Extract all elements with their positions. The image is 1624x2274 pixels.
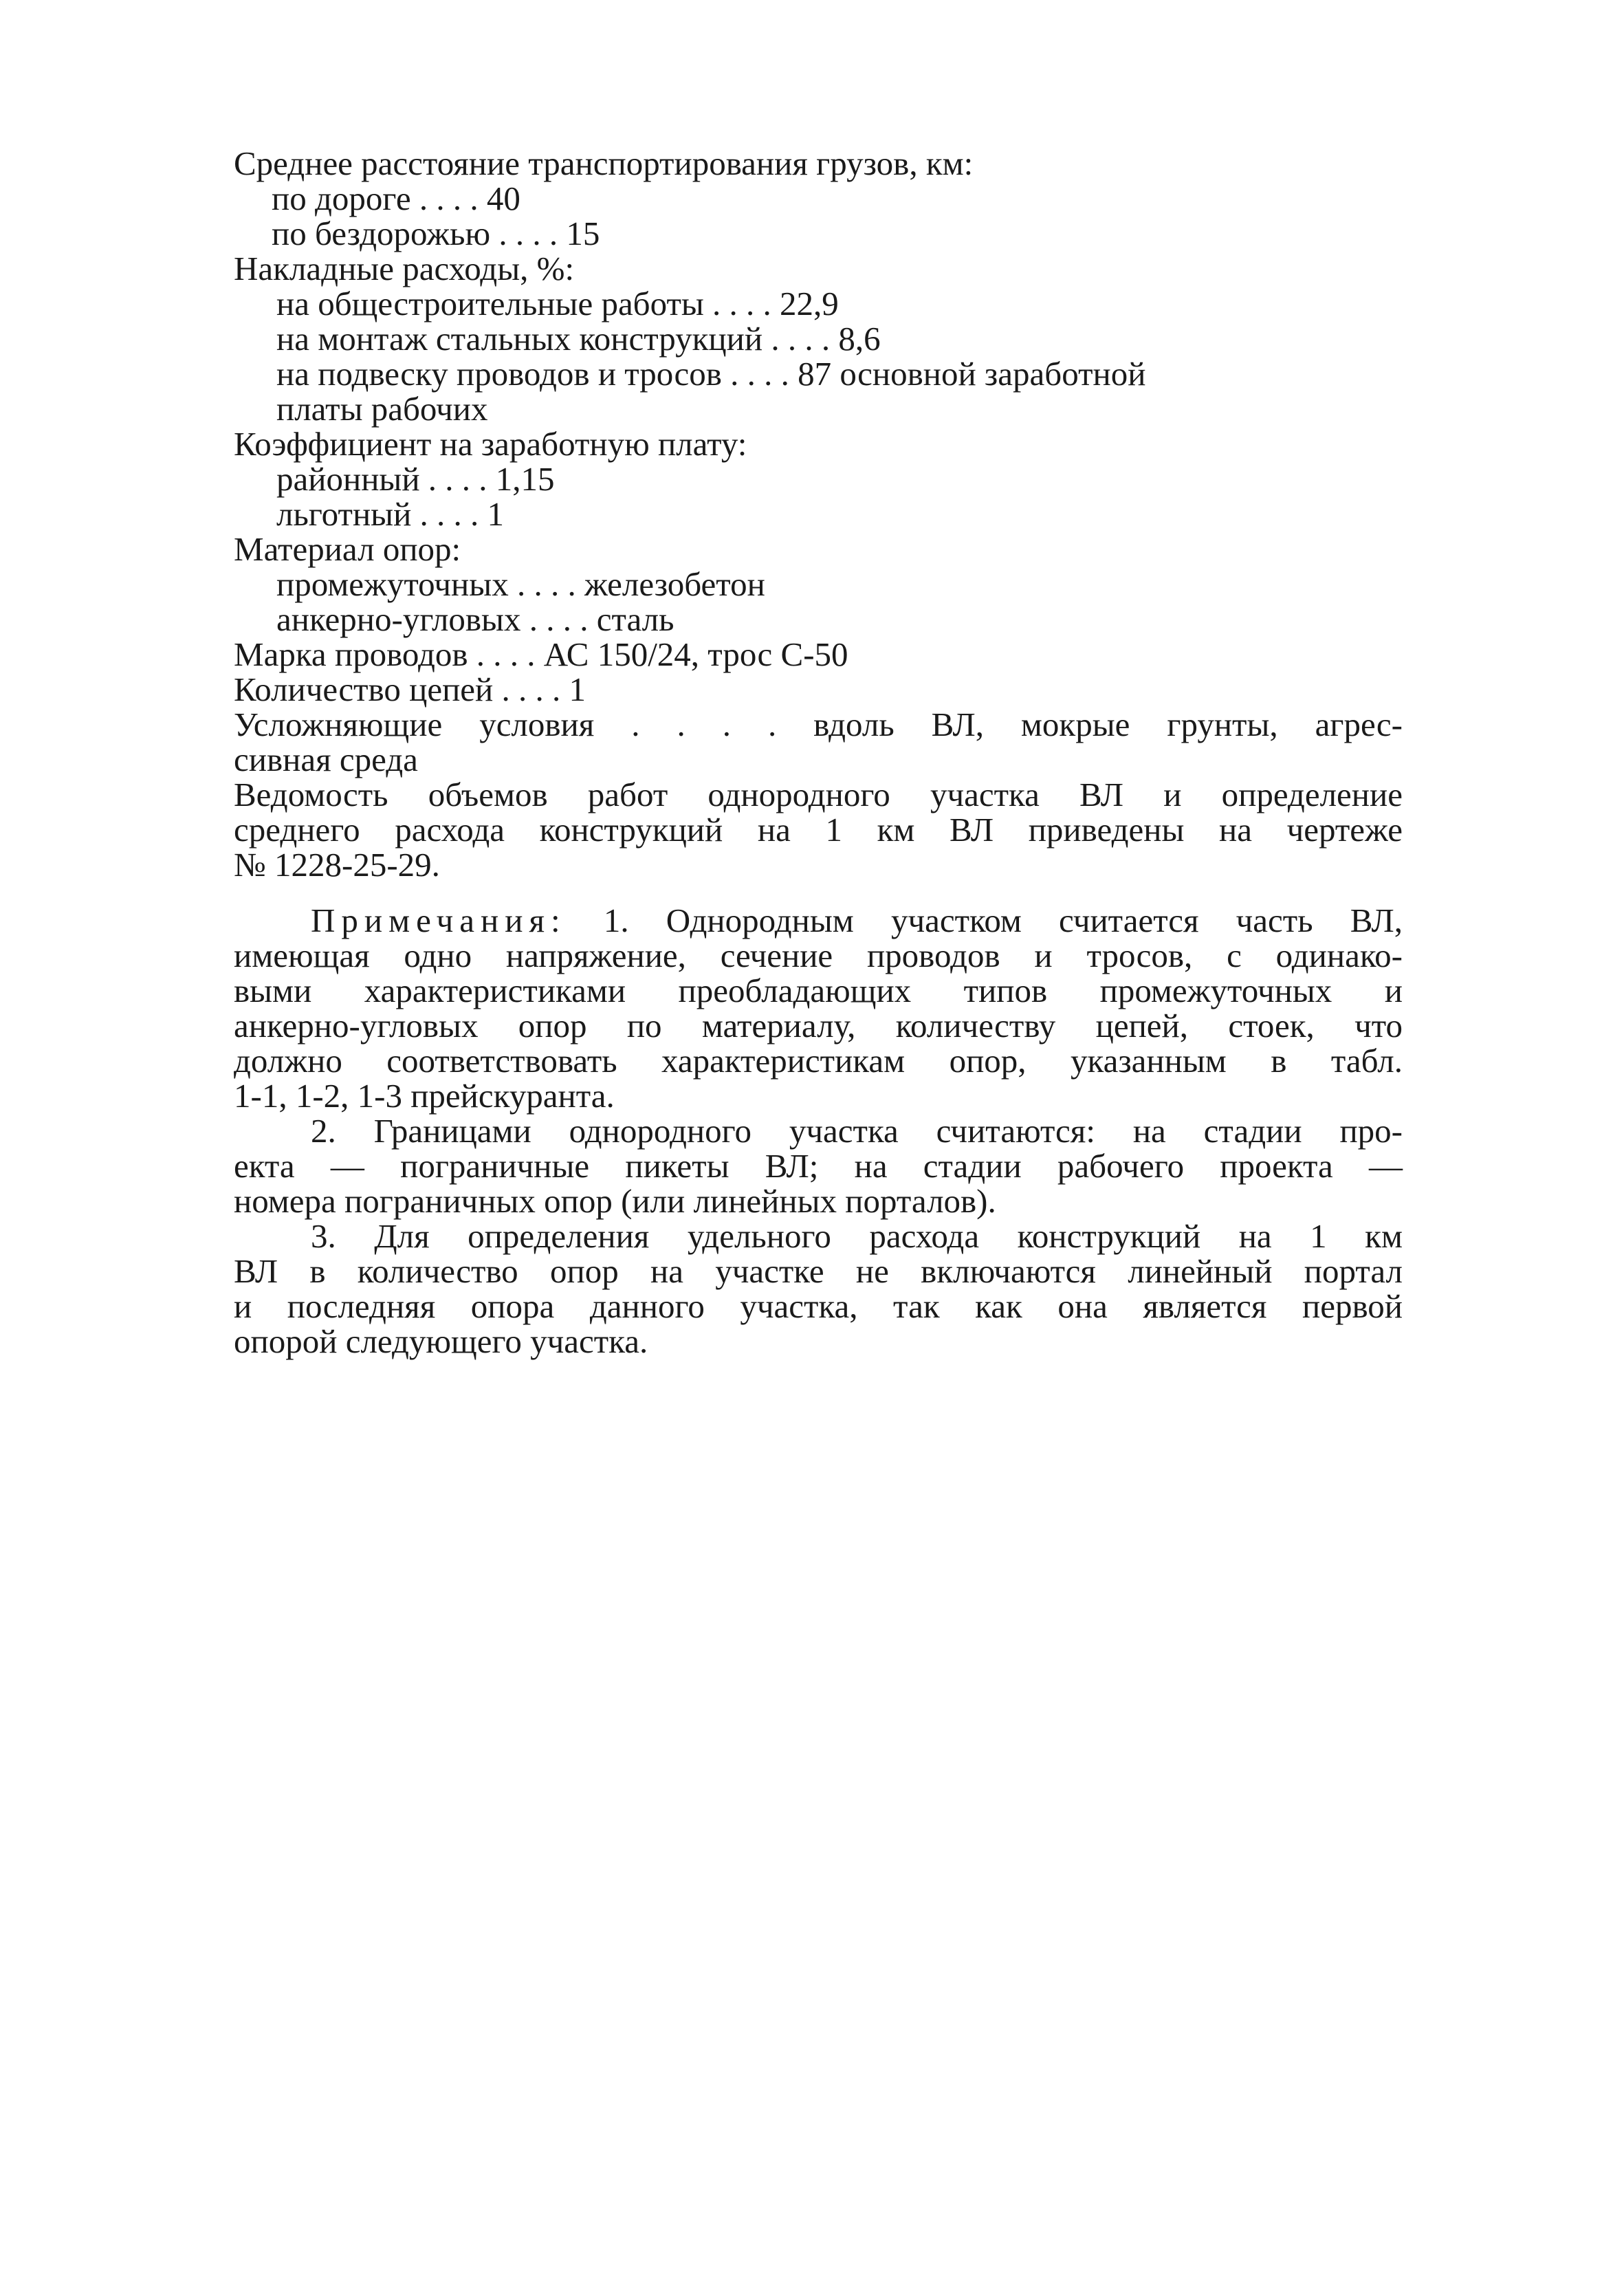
complicating-line-2: сивная среда [234, 741, 418, 778]
overhead-wire-suspension: на подвеску проводов и тросов . . . . 87 основной заработной [276, 355, 1146, 393]
statement-line-3: № 1228-25-29. [234, 846, 440, 884]
note-2-line-2: екта — пограничные пикеты ВЛ; на стадии рабочего проекта — [234, 1147, 1403, 1185]
notes-label: Примечания: [311, 901, 567, 939]
note-1-text-1: 1. Однородным участком считается часть ВЛ, [603, 901, 1403, 939]
note-1-line-3: выми характеристиками преобладающих типов промежуточных и [234, 972, 1403, 1009]
coef-heading: Коэффициент на заработную плату: [234, 425, 747, 463]
note-3-line-1: 3. Для определения удельного расхода конструкций на 1 км [311, 1217, 1403, 1255]
transport-road: по дороге . . . . 40 [272, 179, 520, 217]
transport-heading: Среднее расстояние транспортирования грузов, км: [234, 144, 974, 182]
note-1-line-4: анкерно-угловых опор по материалу, количеству цепей, стоек, что [234, 1007, 1403, 1045]
note-3-line-3: и последняя опора данного участка, так как она является первой [234, 1287, 1403, 1325]
note-3-line-4: опорой следующего участка. [234, 1322, 648, 1360]
complicating-line-1: Усложняющие условия . . . . вдоль ВЛ, мокрые грунты, агрес- [234, 706, 1403, 743]
note-1-line-5: должно соответствовать характеристикам опор, указанным в табл. [234, 1042, 1403, 1080]
coef-privileged: льготный . . . . 1 [276, 495, 505, 533]
material-heading: Материал опор: [234, 530, 461, 568]
document-body [234, 146, 1403, 1359]
statement-line-1: Ведомость объемов работ однородного участка ВЛ и определение [234, 776, 1403, 813]
overhead-general-works: на общестроительные работы . . . . 22,9 [276, 285, 839, 322]
notes-block [234, 903, 1403, 1359]
overhead-wire-suspension-cont: платы рабочих [276, 390, 488, 428]
material-anchor-angle: анкерно-угловых . . . . сталь [276, 600, 674, 638]
circuits-count: Количество цепей . . . . 1 [234, 670, 586, 708]
material-intermediate: промежуточных . . . . железобетон [276, 565, 765, 603]
note-1-line-1 [234, 903, 1403, 938]
note-1-line-6: 1-1, 1-2, 1-3 прейскуранта. [234, 1077, 615, 1115]
transport-offroad: по бездорожью . . . . 15 [272, 215, 600, 252]
note-1-line-2: имеющая одно напряжение, сечение проводов и тросов, с одинако- [234, 937, 1403, 974]
overhead-heading: Накладные расходы, %: [234, 250, 575, 287]
coef-regional: районный . . . . 1,15 [276, 460, 555, 498]
note-2-line-3: номера пограничных опор (или линейных порталов). [234, 1182, 996, 1220]
overhead-steel-mounting: на монтаж стальных конструкций . . . . 8,6 [276, 320, 881, 358]
statement-line-2: среднего расхода конструкций на 1 км ВЛ приведены на чертеже [234, 811, 1403, 849]
note-2-line-1: 2. Границами однородного участка считаются: на стадии про- [311, 1112, 1403, 1150]
wire-brand: Марка проводов . . . . АС 150/24, трос С-50 [234, 635, 848, 673]
note-3-line-2: ВЛ в количество опор на участке не включаются линейный портал [234, 1252, 1403, 1290]
